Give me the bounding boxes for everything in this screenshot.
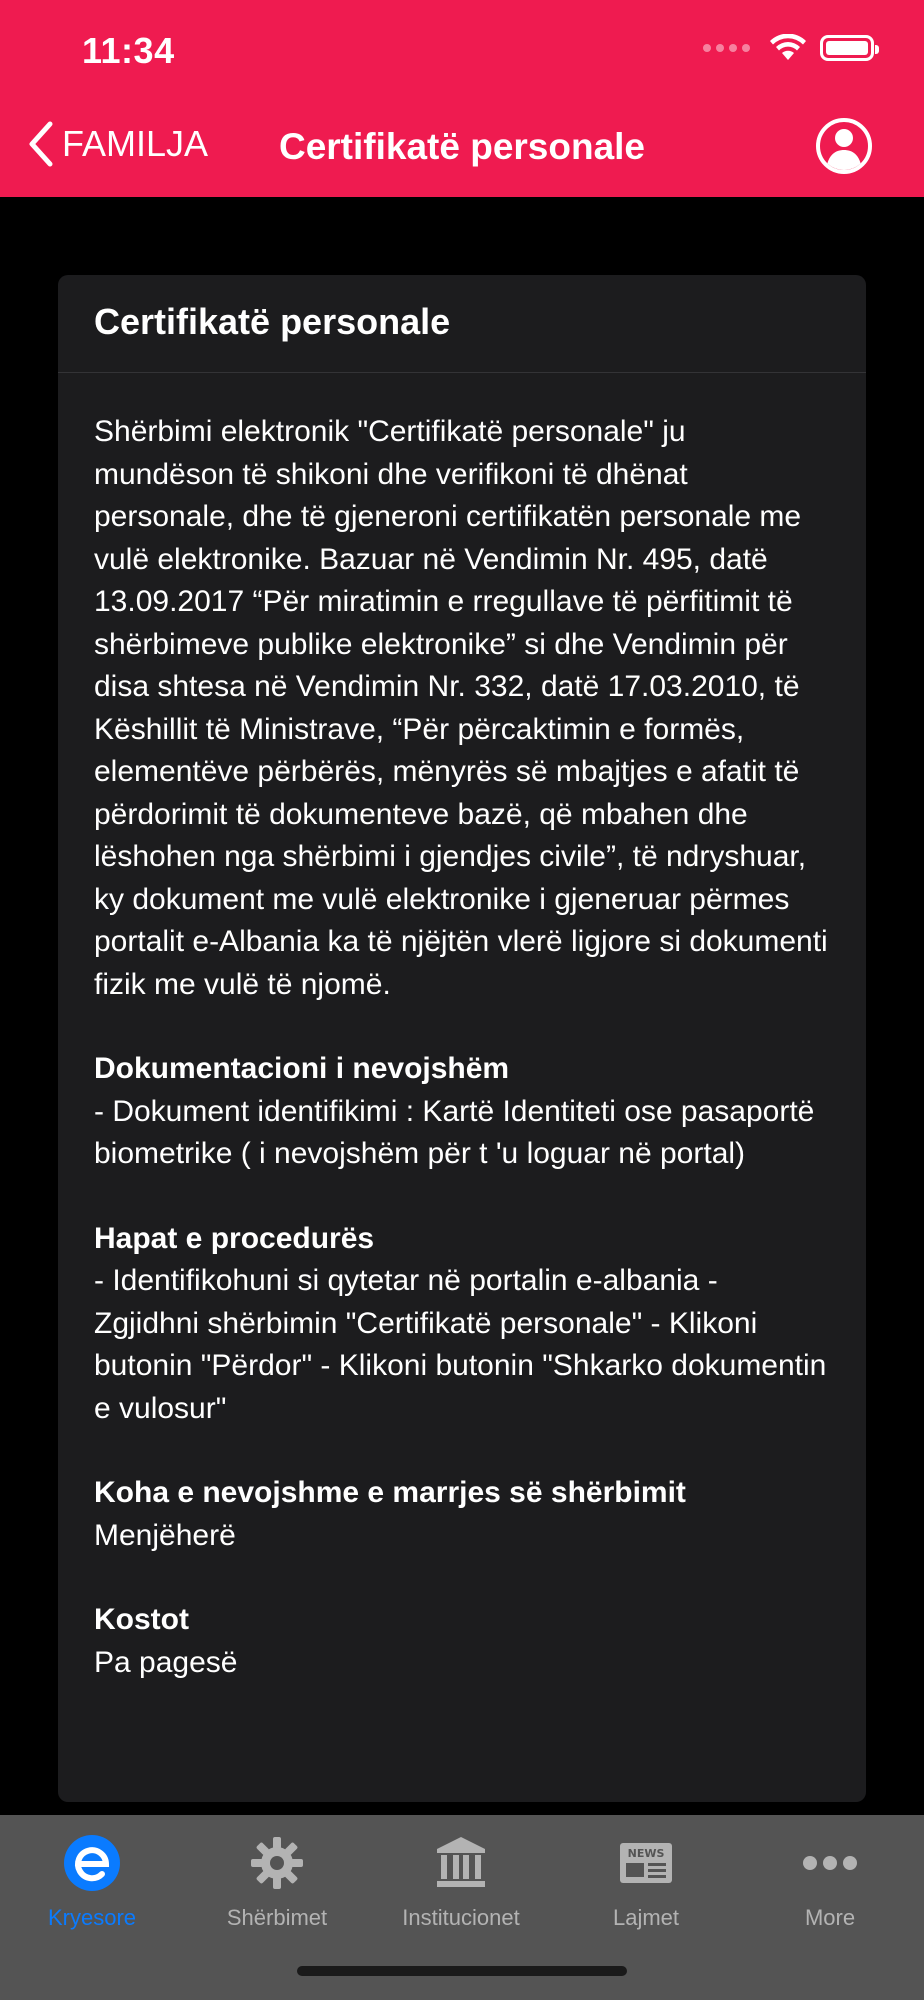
section-text: Pa pagesë	[94, 1645, 238, 1679]
wifi-icon	[770, 34, 806, 62]
section-text: - Identifikohuni si qytetar në portalin e-albania - Zgjidhni shërbimin "Certifikatë personale" - Klikoni butonin "Përdor" - Klikoni butonin "Shkarko dokumentin e vulosur"	[94, 1264, 827, 1425]
newspaper-icon	[616, 1833, 676, 1893]
svg-text:NEWS: NEWS	[627, 1847, 665, 1860]
tab-more[interactable]	[738, 1815, 922, 1935]
back-label: FAMILJA	[62, 123, 209, 164]
home-indicator[interactable]	[297, 1966, 627, 1976]
status-time: 11:34	[82, 30, 175, 71]
tab-label: Lajmet	[612, 1905, 680, 1930]
card-body	[58, 373, 866, 1684]
status-icons	[703, 34, 874, 62]
tab-label: Kryesore	[47, 1905, 137, 1930]
e-logo-icon	[62, 1833, 122, 1893]
section-title: Kostot	[94, 1603, 189, 1636]
battery-icon	[820, 35, 874, 61]
section-procedure-steps	[94, 1218, 830, 1431]
card-title: Certifikatë personale	[58, 275, 866, 373]
section-title: Hapat e procedurës	[94, 1221, 375, 1255]
tab-label: Institucionet	[402, 1905, 520, 1930]
tab-kryesore[interactable]	[0, 1815, 184, 1935]
section-title: Koha e nevojshme e marrjes së shërbimit	[94, 1476, 686, 1509]
user-icon	[820, 122, 868, 170]
service-card	[58, 275, 866, 1802]
profile-button[interactable]	[816, 118, 872, 174]
tab-institucionet[interactable]	[369, 1815, 553, 1935]
section-costs	[94, 1599, 830, 1684]
section-service-time	[94, 1472, 830, 1557]
section-required-documents	[94, 1048, 830, 1176]
tab-label: More	[804, 1905, 856, 1930]
tab-lajmet[interactable]	[554, 1815, 738, 1935]
gear-icon	[247, 1833, 307, 1893]
page-title: Certifikatë personale	[278, 126, 646, 167]
service-description: Shërbimi elektronik "Certifikatë personale" ju mundëson të shikoni dhe verifikoni të dhënat personale, dhe të gjeneroni certifikatën personale me vulë elektronike. Bazuar në Vendimin Nr. 495, datë 13.09.2017 “Për miratimin e rregullave të përfitimit të shërbimeve publike elektronike” si dhe Vendimin për disa shtesa në Vendimin Nr. 332, datë 17.03.2010, të Këshillit të Ministrave, “Për përcaktimin e formës, elementëve përbërës, mënyrës së mbajtjes e afatit të përdorimit të dokumenteve bazë, që mbahen dhe lëshohen nga shërbimi i gjendjes civile”, të ndryshuar, ky dokument me vulë elektronike i gjeneruar përmes portalit e-Albania ka të njëjtën vlerë ligjore si dokumenti fizik me vulë të njomë.	[94, 415, 828, 1001]
section-title: Dokumentacioni i nevojshëm	[94, 1052, 510, 1085]
top-bar	[0, 0, 924, 197]
institution-icon	[431, 1833, 491, 1893]
tab-label: Shërbimet	[226, 1905, 328, 1930]
tab-sherbimet[interactable]	[185, 1815, 369, 1935]
section-text: Menjëherë	[94, 1518, 236, 1552]
more-dots-icon	[800, 1833, 860, 1893]
section-text: - Dokument identifikimi : Kartë Identiteti ose pasaportë biometrike ( i nevojshëm për t 'u loguar në portal)	[94, 1094, 815, 1170]
cellular-signal-icon	[703, 44, 750, 52]
